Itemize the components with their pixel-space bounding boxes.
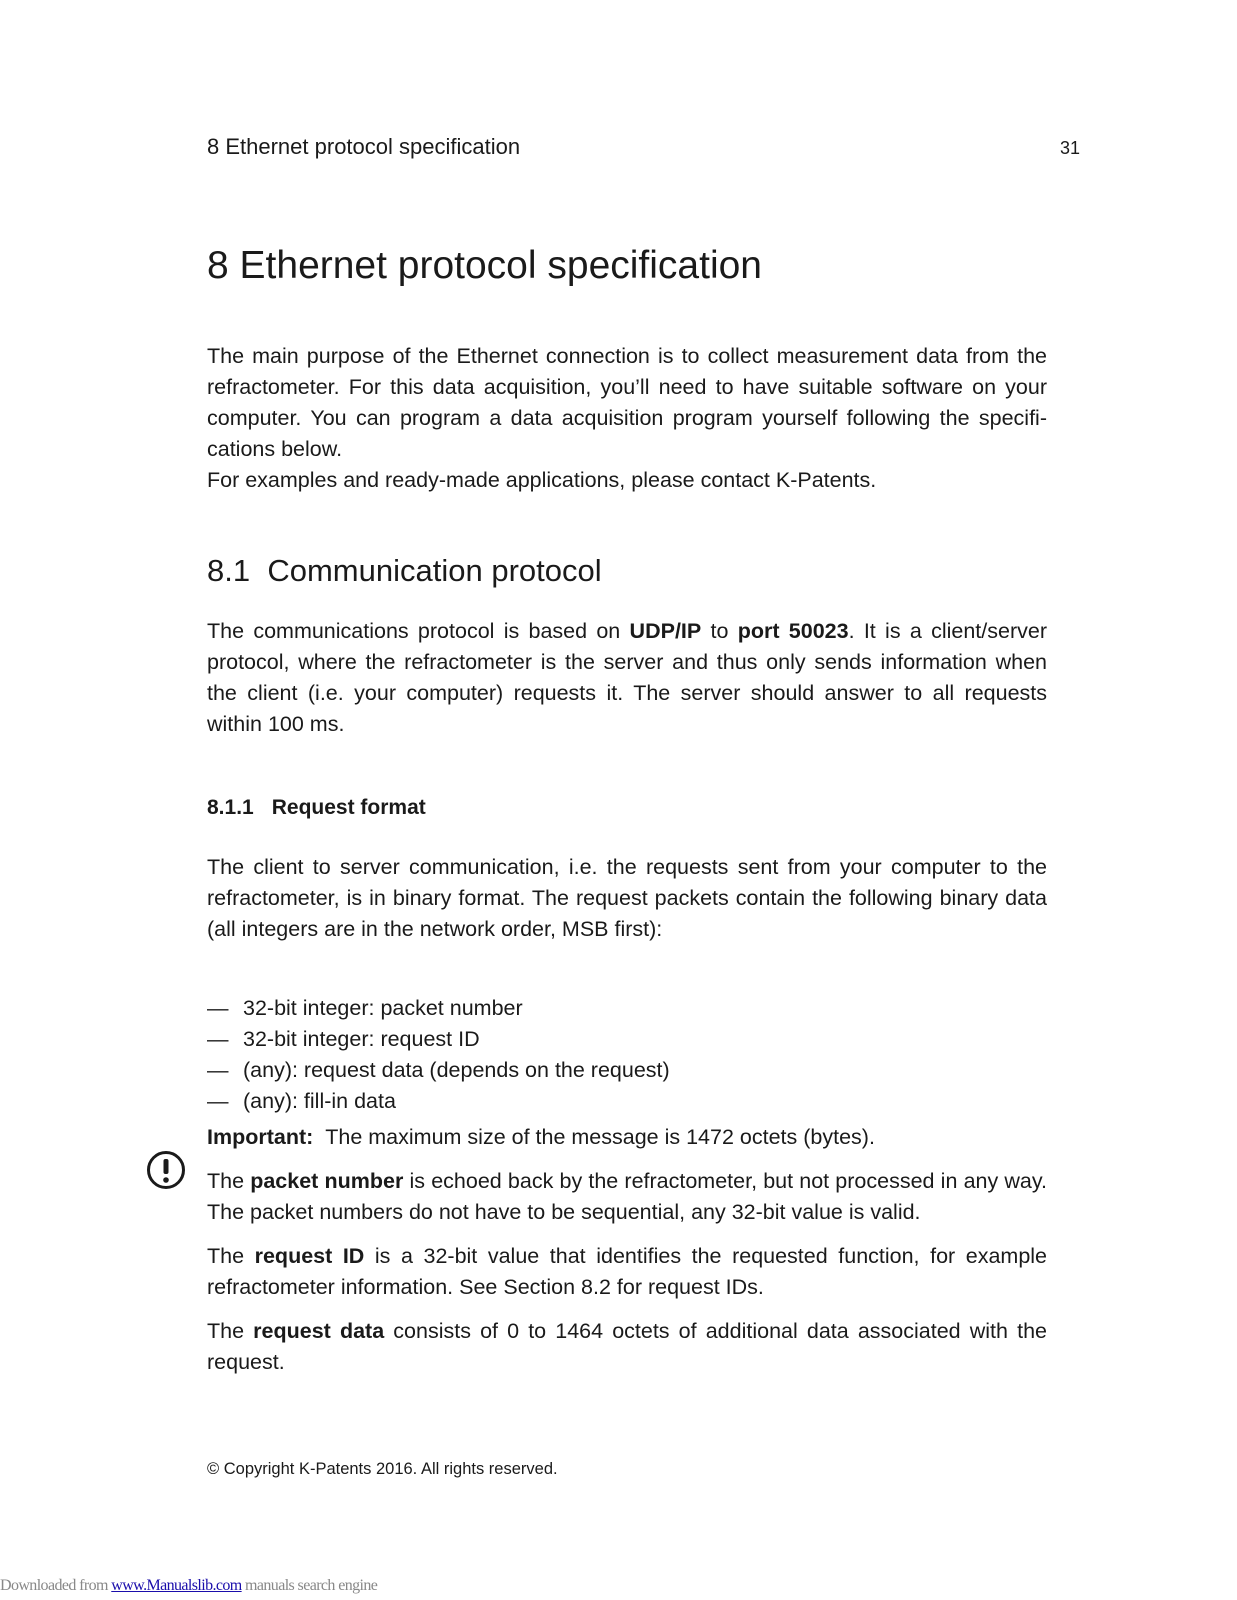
section-heading	[207, 553, 602, 589]
manualslib-link[interactable]: www.Manualslib.com	[111, 1577, 242, 1594]
subsection-number: 8.1.1	[207, 796, 254, 819]
section-paragraph: The communications protocol is based on UDP/IP to port 50023. It is a client/server protocol, where the refractometer is the server and thus only sends information when the client (i.e. your computer) requests it. The server should answer to all requests within 100 ms.	[207, 619, 1047, 736]
running-head	[207, 134, 1080, 160]
download-banner: Downloaded from www.Manualslib.com manuals search engine	[0, 1577, 378, 1594]
page-number: 31	[1059, 138, 1080, 158]
udp-ip-emphasis: UDP/IP	[629, 619, 702, 643]
chapter-title: 8 Ethernet protocol specification	[207, 244, 762, 287]
list-item: — (any): request data (depends on the request)	[207, 1058, 670, 1082]
request-data-paragraph: The request data consists of 0 to 1464 octets of additional data associated with the request.	[207, 1319, 1047, 1374]
important-note: Important: The maximum size of the message is 1472 octets (bytes).	[207, 1125, 875, 1149]
section-number: 8.1	[207, 553, 251, 588]
port-emphasis: port 50023	[737, 619, 849, 643]
intro-paragraph-2: For examples and ready-made applications, please contact K-Patents.	[207, 468, 877, 492]
section-title: Communication protocol	[267, 553, 602, 588]
packet-number-paragraph: The packet number is echoed back by the refractometer, but not processed in any way. The packet numbers do not have to be sequential, any 32-bit value is valid.	[207, 1169, 1048, 1224]
subsection-paragraph: The client to server communication, i.e. the requests sent from your computer to the refractometer, is in binary format. The request packets contain the following binary data (all integers are in the network order, MSB first):	[207, 855, 1047, 941]
exclamation-icon	[146, 1150, 186, 1190]
list-item: — (any): fill-in data	[207, 1089, 396, 1113]
intro-paragraph-1: The main purpose of the Ethernet connection is to collect measurement data from the refractometer. For this data acquisition, you’ll need to have suitable software on your computer. You can program a data acquisition program yourself following the specifi-cations below.	[207, 344, 1047, 461]
request-fields-list	[207, 993, 670, 1117]
running-head-title: 8 Ethernet protocol specification	[207, 134, 521, 159]
copyright-footer: © Copyright K-Patents 2016. All rights reserved.	[207, 1460, 558, 1478]
request-id-paragraph: The request ID is a 32-bit value that identifies the requested function, for example refractometer information. See Section 8.2 for request IDs.	[207, 1244, 1048, 1299]
list-item: — 32-bit integer: packet number	[207, 996, 523, 1020]
subsection-title: Request format	[271, 796, 426, 819]
subsection-heading	[207, 796, 426, 820]
important-label: Important:	[207, 1125, 314, 1149]
list-item: — 32-bit integer: request ID	[207, 1027, 480, 1051]
